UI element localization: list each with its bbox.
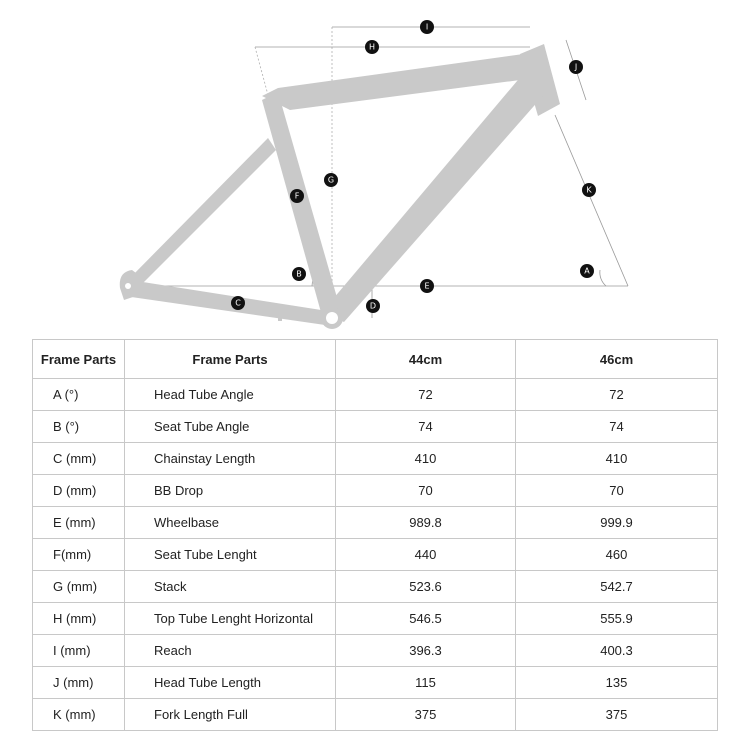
table-row <box>33 667 718 699</box>
table-row <box>33 443 718 475</box>
param-abbr: B (°) <box>33 411 125 443</box>
header-part: Frame Parts <box>125 340 336 379</box>
table-row <box>33 699 718 731</box>
table-row <box>33 635 718 667</box>
table-row <box>33 507 718 539</box>
svg-text:E: E <box>424 281 430 291</box>
value-44cm: 115 <box>336 667 516 699</box>
table-row <box>33 379 718 411</box>
param-name: Fork Length Full <box>125 699 336 731</box>
value-44cm: 74 <box>336 411 516 443</box>
fork-line <box>555 115 628 286</box>
param-name: Wheelbase <box>125 507 336 539</box>
value-46cm: 72 <box>516 379 718 411</box>
param-name: Seat Tube Lenght <box>125 539 336 571</box>
param-name: Seat Tube Angle <box>125 411 336 443</box>
param-abbr: D (mm) <box>33 475 125 507</box>
param-abbr: E (mm) <box>33 507 125 539</box>
param-abbr: K (mm) <box>33 699 125 731</box>
header-size-44: 44cm <box>336 340 516 379</box>
seat-tube <box>262 92 340 316</box>
param-abbr: I (mm) <box>33 635 125 667</box>
param-abbr: G (mm) <box>33 571 125 603</box>
svg-text:B: B <box>296 269 302 279</box>
geometry-table <box>32 339 718 731</box>
table-row <box>33 603 718 635</box>
marker-i <box>420 20 434 34</box>
value-44cm: 70 <box>336 475 516 507</box>
marker-d <box>366 299 380 313</box>
value-44cm: 523.6 <box>336 571 516 603</box>
seat-stay <box>128 138 276 286</box>
table-header-row <box>33 340 718 379</box>
marker-k <box>582 183 596 197</box>
down-tube <box>322 68 548 322</box>
value-44cm: 546.5 <box>336 603 516 635</box>
head-angle-arc <box>600 270 606 286</box>
value-44cm: 989.8 <box>336 507 516 539</box>
param-name: Stack <box>125 571 336 603</box>
value-46cm: 70 <box>516 475 718 507</box>
marker-b <box>292 267 306 281</box>
marker-g <box>324 173 338 187</box>
svg-text:I: I <box>425 22 429 32</box>
param-abbr: C (mm) <box>33 443 125 475</box>
param-abbr: A (°) <box>33 379 125 411</box>
frame-geometry-diagram <box>0 0 750 340</box>
table-row <box>33 475 718 507</box>
value-46cm: 410 <box>516 443 718 475</box>
svg-text:K: K <box>586 185 592 195</box>
table-row <box>33 539 718 571</box>
value-44cm: 410 <box>336 443 516 475</box>
marker-a <box>580 264 594 278</box>
param-name: Head Tube Length <box>125 667 336 699</box>
value-46cm: 460 <box>516 539 718 571</box>
value-46cm: 400.3 <box>516 635 718 667</box>
value-44cm: 72 <box>336 379 516 411</box>
marker-j <box>569 60 583 74</box>
value-44cm: 375 <box>336 699 516 731</box>
svg-text:A: A <box>584 266 590 276</box>
chain-stay <box>124 280 334 326</box>
top-tube-left-guide <box>255 47 268 95</box>
marker-h <box>365 40 379 54</box>
value-46cm: 542.7 <box>516 571 718 603</box>
header-abbr: Frame Parts <box>33 340 125 379</box>
svg-text:J: J <box>574 62 578 72</box>
param-name: BB Drop <box>125 475 336 507</box>
value-44cm: 396.3 <box>336 635 516 667</box>
svg-text:F: F <box>294 191 300 201</box>
chainstay-boss <box>178 293 182 301</box>
param-abbr: H (mm) <box>33 603 125 635</box>
table-row <box>33 571 718 603</box>
param-name: Chainstay Length <box>125 443 336 475</box>
axle-hole <box>125 283 131 289</box>
table-body <box>33 379 718 731</box>
value-46cm: 999.9 <box>516 507 718 539</box>
marker-c <box>231 296 245 310</box>
param-name: Reach <box>125 635 336 667</box>
param-abbr: J (mm) <box>33 667 125 699</box>
svg-text:D: D <box>369 301 377 311</box>
value-46cm: 135 <box>516 667 718 699</box>
marker-e <box>420 279 434 293</box>
value-44cm: 440 <box>336 539 516 571</box>
value-46cm: 74 <box>516 411 718 443</box>
svg-text:C: C <box>235 298 241 308</box>
param-name: Head Tube Angle <box>125 379 336 411</box>
table-row <box>33 411 718 443</box>
header-size-46: 46cm <box>516 340 718 379</box>
value-46cm: 555.9 <box>516 603 718 635</box>
param-abbr: F(mm) <box>33 539 125 571</box>
marker-f <box>290 189 304 203</box>
svg-text:H: H <box>368 42 376 52</box>
bottom-bracket-hole <box>326 312 338 324</box>
value-46cm: 375 <box>516 699 718 731</box>
chainstay-bridge <box>278 313 282 321</box>
svg-text:G: G <box>327 175 335 185</box>
param-name: Top Tube Lenght Horizontal <box>125 603 336 635</box>
